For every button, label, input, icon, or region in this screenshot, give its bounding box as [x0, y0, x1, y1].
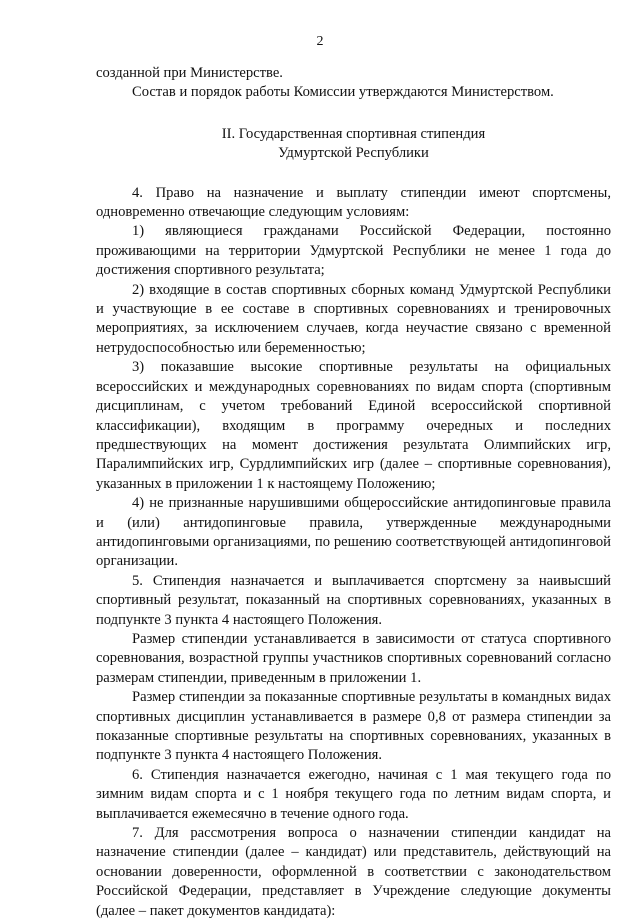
paragraph-item-5: 5. Стипендия назначается и выплачивается спортсмену за наивысший спортивный результат, показанный на спортивных соревнованиях, указанных в подпункте 3 пункта 4 настоящего Положения. [96, 572, 611, 628]
paragraph-item-6: 6. Стипендия назначается ежегодно, начиная с 1 мая текущего года по зимним видам спорта и с 1 ноября текущего года по летним видам спорта, и выплачивается ежемесячно в течение одного года. [96, 766, 611, 822]
paragraph-stipend-size: Размер стипендии устанавливается в зависимости от статуса спортивного соревнования, возрастной группы участников спортивных соревнований согласно размерам стипендии, приведенным в приложении 1. [96, 630, 611, 686]
paragraph-subitem-2: 2) входящие в состав спортивных сборных команд Удмуртской Республики и участвующие в ее составе в спортивных соревнованиях и тренировочных мероприятиях, за исключением случаев, когда неучастие связано с временной нетрудоспособностью или беременностью; [96, 281, 611, 356]
paragraph-team-stipend-size: Размер стипендии за показанные спортивные результаты в командных видах спортивных дисциплин устанавливается в размере 0,8 от размера стипендии за показанные спортивные результаты на спортивных соревнованиях, указанных в подпункте 3 пункта 4 настоящего Положения. [96, 689, 611, 764]
paragraph-item-4: 4. Право на назначение и выплату стипендии имеют спортсмены, одновременно отвечающие следующим условиям: [96, 184, 611, 221]
paragraph-subitem-3: 3) показавшие высокие спортивные результаты на официальных всероссийских и международных соревнованиях по видам спорта (спортивным дисциплинам, с учетом требований Единой всероссийской спортивной классификации), входящим в программу очередных и последних предшествующих на момент достижения результата Олимпийских игр, Паралимпийских игр, Сурдлимпийских игр (далее – спортивные соревнования), указанных в приложении 1 к настоящему Положению; [96, 359, 611, 492]
paragraph-subitem-1: 1) являющиеся гражданами Российской Федерации, постоянно проживающими на территории Удмуртской Республики не менее 1 года до достижения спортивного результата; [96, 223, 611, 279]
document-body [96, 64, 611, 921]
section-heading-line-1: II. Государственная спортивная стипендия [221, 125, 486, 142]
section-heading [96, 125, 611, 164]
paragraph-item-7: 7. Для рассмотрения вопроса о назначении стипендии кандидат на назначение стипендии (далее – кандидат) или представитель, действующий на основании доверенности, оформленной в соответствии с законодательством Российской Федерации, представляет в Учреждение следующие документы (далее – пакет документов кандидата): [96, 825, 611, 919]
paragraph-continuation: созданной при Министерстве. [96, 65, 283, 81]
section-heading-line-2: Удмуртской Республики [278, 145, 429, 162]
paragraph-commission-order: Состав и порядок работы Комиссии утверждаются Министерством. [132, 84, 554, 101]
page-number: 2 [316, 34, 324, 49]
paragraph-subitem-4: 4) не признанные нарушившими общероссийские антидопинговые правила и (или) антидопинговые правила, утвержденные международными антидопинговыми организациями, по решению соответствующей антидопинговой организации. [96, 495, 611, 570]
